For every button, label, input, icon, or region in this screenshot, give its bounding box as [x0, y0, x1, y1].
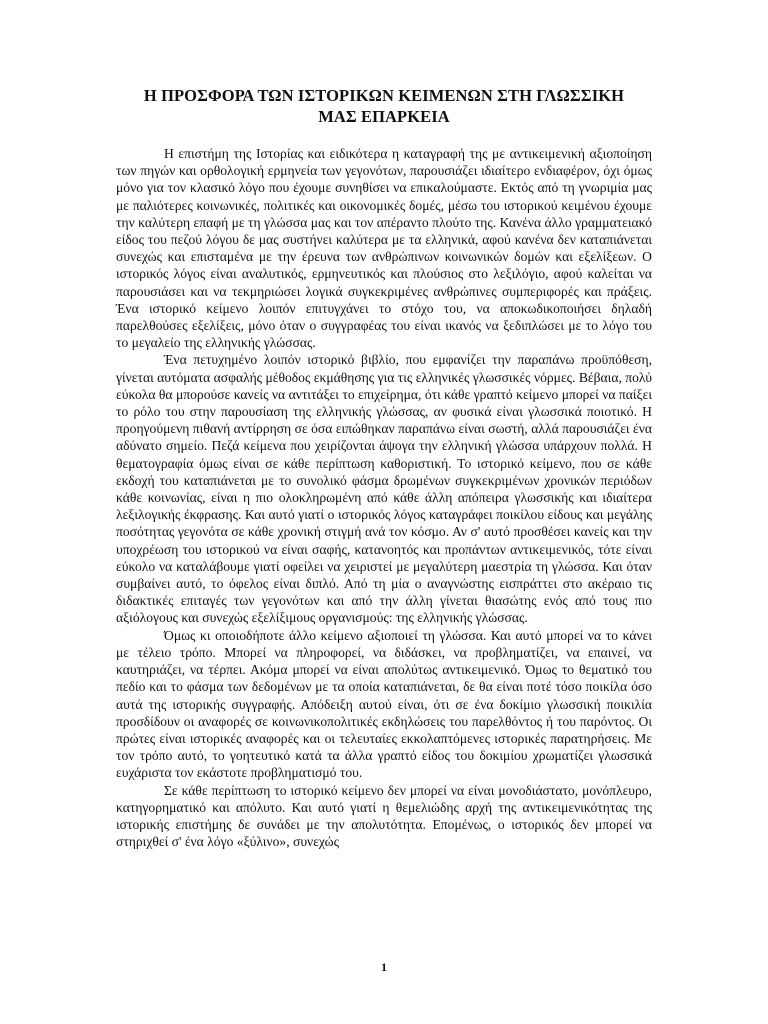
title-line-2: ΜΑΣ ΕΠΑΡΚΕΙΑ [318, 107, 450, 126]
paragraph-1: Η επιστήμη της Ιστορίας και ειδικότερα η καταγραφή της με αντικειμενική αξιοποίηση των πηγών και ορθολογική ερμηνεία των γεγονότων, παρουσιάζει ιδιαίτερο ενδιαφέρον, όχι όμως μόνο για τον κλασικό λόγο που έχουμε συνηθίσει να επικαλούμαστε. Εκτός από τη γνωριμία μας με παλιότερες κοινωνικές, πολιτικές και οικονομικές δομές, μέσω του ιστορικού κειμένου έχουμε την καλύτερη επαφή με τη γλώσσα μας και τον απέραντο πλούτο της. Κανένα άλλο γραμματειακό είδος του πεζού λόγου δε μας συστήνει καλύτερα με τα ελληνικά, αφού κανένα δεν καταπιάνεται συνεχώς και επισταμένα με την έρευνα των ανθρώπινων κοινωνικών δομών και εξελίξεων. Ο ιστορικός λόγος είναι αναλυτικός, ερμηνευτικός και πλούσιος στο λεξιλόγιο, αφού καλείται να παρουσιάσει και να τεκμηριώσει λογικά συγκεκριμένες ανθρώπινες συμπεριφορές και πράξεις. Ένα ιστορικό κείμενο λοιπόν επιτυγχάνει το στόχο του, να αποκωδικοποιήσει δηλαδή παρελθούσες εξελίξεις, μόνο όταν ο συγγραφέας του είναι ικανός να ξεδιπλώσει με το λόγο του το μεγαλείο της ελληνικής γλώσσας. [116, 146, 652, 351]
paragraph-3: Όμως κι οποιοδήποτε άλλο κείμενο αξιοποιεί τη γλώσσα. Και αυτό μπορεί να το κάνει με τέλειο τρόπο. Μπορεί να πληροφορεί, να διδάσκει, να προβληματίζει, να επαινεί, να καυτηριάζει, να τέρπει. Ακόμα μπορεί να είναι απολύτως αντικειμενικό. Όμως το θεματικό του πεδίο και το φάσμα των δεδομένων με τα οποία καταπιάνεται, δε θα είναι ποτέ τόσο ποικίλα όσο αυτά της ιστορικής συγγραφής. Απόδειξη αυτού είναι, ότι σε ένα δοκίμιο γλωσσική ποικιλία προσδίδουν οι αναφορές σε κοινωνικοπολιτικές εκδηλώσεις του παρελθόντος ή του παρόντος. Οι πρώτες είναι ιστορικές αναφορές και οι τελευταίες εκκολαπτόμενες ιστορικές παρατηρήσεις. Με τον τρόπο αυτό, το γοητευτικό κατά τα άλλα γραπτό είδος του δοκιμίου χρωματίζει γλωσσικά ευχάριστα τον εκάστοτε προβληματισμό του. [116, 627, 652, 781]
document-title [116, 85, 652, 127]
page-number: 1 [381, 960, 387, 974]
title-line-1: Η ΠΡΟΣΦΟΡΑ ΤΩΝ ΙΣΤΟΡΙΚΩΝ ΚΕΙΜΕΝΩΝ ΣΤΗ ΓΛΩΣΣΙΚΗ [143, 86, 625, 105]
paragraph-2: Ένα πετυχημένο λοιπόν ιστορικό βιβλίο, που εμφανίζει την παραπάνω προϋπόθεση, γίνεται αυτόματα ασφαλής μέθοδος εκμάθησης για τις ελληνικές γλωσσικές νόρμες. Βέβαια, πολύ εύκολα θα μπορούσε κανείς να αντιτάξει το επιχείρημα, ότι κάθε γραπτό κείμενο μπορεί να παίξει το ρόλο του στην παρουσίαση της ελληνικής γλώσσας, αν φυσικά είναι γλωσσικά ποιοτικό. Η προηγούμενη πιθανή αντίρρηση σε όσα ειπώθηκαν παραπάνω είναι σωστή, αλλά παρουσιάζει ένα αδύνατο σημείο. Πεζά κείμενα που χειρίζονται άψογα την ελληνική γλώσσα υπάρχουν πολλά. Η θεματογραφία όμως είναι σε κάθε περίπτωση καθοριστική. Το ιστορικό κείμενο, που σε κάθε εκδοχή του καταπιάνεται με το συνολικό φάσμα δρωμένων συγκεκριμένων χρονικών περιόδων κάθε κοινωνίας, είναι η πιο ολοκληρωμένη από κάθε άλλη απόπειρα γλωσσικής και ιδιαίτερα λεξιλογικής έκφρασης. Και αυτό γιατί ο ιστορικός λόγος καταγράφει ποικίλου είδους και μεγάλης ποσότητας γεγονότα σε κάθε χρονική στιγμή ανά τον κόσμο. Αν σ' αυτό προσθέσει κανείς και την υποχρέωση του ιστορικού να είναι σαφής, κατανοητός και προπάντων αντικειμενικός, τότε είναι εύκολο να καταλάβουμε γιατί οφείλει να χειριστεί με μεγαλύτερη μαεστρία τη γλώσσα. Και όταν συμβαίνει αυτό, το όφελος είναι διπλό. Από τη μία ο αναγνώστης εισπράττει στο ακέραιο τις διδακτικές επιταγές των γεγονότων και από την άλλη γίνεται θιασώτης ενός από τους πιο αξιόλογους και συνεχώς εξελίξιμους οργανισμούς: της ελληνικής γλώσσας. [116, 352, 652, 626]
document-body [116, 145, 652, 850]
paragraph-4: Σε κάθε περίπτωση το ιστορικό κείμενο δεν μπορεί να είναι μονοδιάστατο, μονόπλευρο, κατηγορηματικό και απόλυτο. Και αυτό γιατί η θεμελιώδης αρχή της αντικειμενικότητας της ιστορικής επιστήμης δε συνάδει με την απολυτότητα. Επομένως, ο ιστορικός δεν μπορεί να στηριχθεί σ' ένα λόγο «ξύλινο», συνεχώς [116, 782, 652, 850]
